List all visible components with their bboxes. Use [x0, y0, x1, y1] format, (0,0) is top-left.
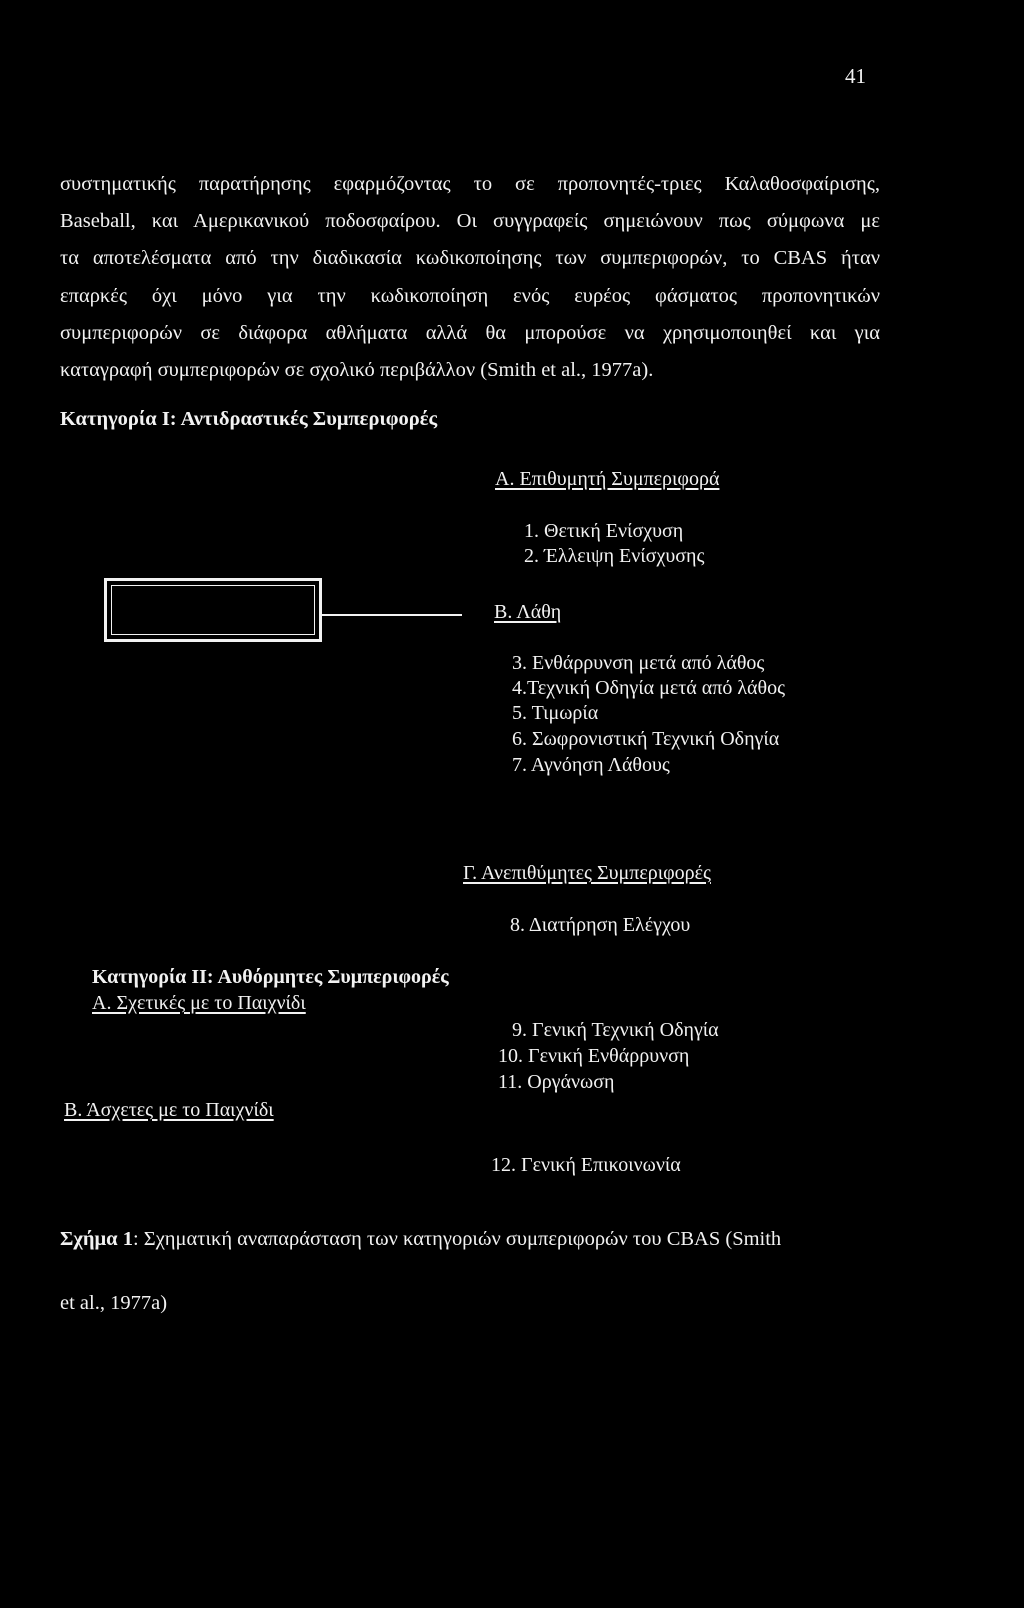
caption-label: Σχήμα 1 — [60, 1228, 133, 1250]
paragraph-line: Baseball, και Αμερικανικού ποδοσφαίρου. Οι συγγραφείς σημειώνουν πως σύμφωνα με — [60, 210, 880, 233]
body-paragraph — [60, 166, 880, 389]
category1-item: 5. Τιμωρία — [512, 702, 599, 724]
paragraph-line: επαρκές όχι μόνο για την κωδικοποίηση ενός ευρέος φάσματος προπονητικών — [60, 284, 880, 307]
category2-item: 9. Γενική Τεχνική Οδηγία — [512, 1019, 719, 1041]
figure-caption-continuation: et al., 1977a) — [60, 1292, 168, 1314]
category2-item: 11. Οργάνωση — [498, 1071, 615, 1093]
category2-group-b: Β. Άσχετες με το Παιχνίδι — [64, 1099, 274, 1121]
category1-group-a: Α. Επιθυμητή Συμπεριφορά — [495, 468, 720, 490]
category1-group-b: Β. Λάθη — [494, 601, 562, 623]
figure-caption — [60, 1228, 781, 1251]
paragraph-line: τα αποτελέσματα από την διαδικασία κωδικοποίησης των συμπεριφορών, το CBAS ήταν — [60, 247, 880, 270]
paragraph-line: συμπεριφορών σε διάφορα αθλήματα αλλά θα μπορούσε να χρησιμοποιηθεί και για — [60, 321, 880, 344]
diagram-connector-line — [322, 614, 462, 616]
diagram-box — [104, 578, 322, 642]
category2-item: 12. Γενική Επικοινωνία — [491, 1154, 681, 1176]
category1-item: 1. Θετική Ενίσχυση — [524, 520, 684, 542]
category1-item: 6. Σωφρονιστική Τεχνική Οδηγία — [512, 728, 780, 750]
paragraph-line: καταγραφή συμπεριφορών σε σχολικό περιβάλλον (Smith et al., 1977a). — [60, 359, 654, 382]
category1-item: 8. Διατήρηση Ελέγχου — [510, 914, 691, 936]
category1-item: 2. Έλλειψη Ενίσχυσης — [524, 545, 705, 567]
caption-text: : Σχηματική αναπαράσταση των κατηγοριών συμπεριφορών του CBAS (Smith — [132, 1228, 782, 1250]
paragraph-line: συστηματικής παρατήρησης εφαρμόζοντας το σε προπονητές-τριες Καλαθοσφαίρισης, — [60, 173, 880, 195]
category1-item: 4.Τεχνική Οδηγία μετά από λάθος — [512, 677, 785, 699]
category1-group-c: Γ. Ανεπιθύμητες Συμπεριφορές — [463, 862, 711, 884]
category1-item: 7. Αγνόηση Λάθους — [512, 754, 670, 776]
category1-item: 3. Ενθάρρυνση μετά από λάθος — [512, 652, 765, 674]
page-number: 41 — [845, 64, 866, 88]
category1-title: Κατηγορία Ι: Αντιδραστικές Συμπεριφορές — [60, 408, 438, 430]
category2-item: 10. Γενική Ενθάρρυνση — [498, 1045, 690, 1067]
category2-title: Κατηγορία ΙΙ: Αυθόρμητες Συμπεριφορές — [92, 966, 449, 988]
category2-group-a: Α. Σχετικές με το Παιχνίδι — [92, 992, 306, 1014]
